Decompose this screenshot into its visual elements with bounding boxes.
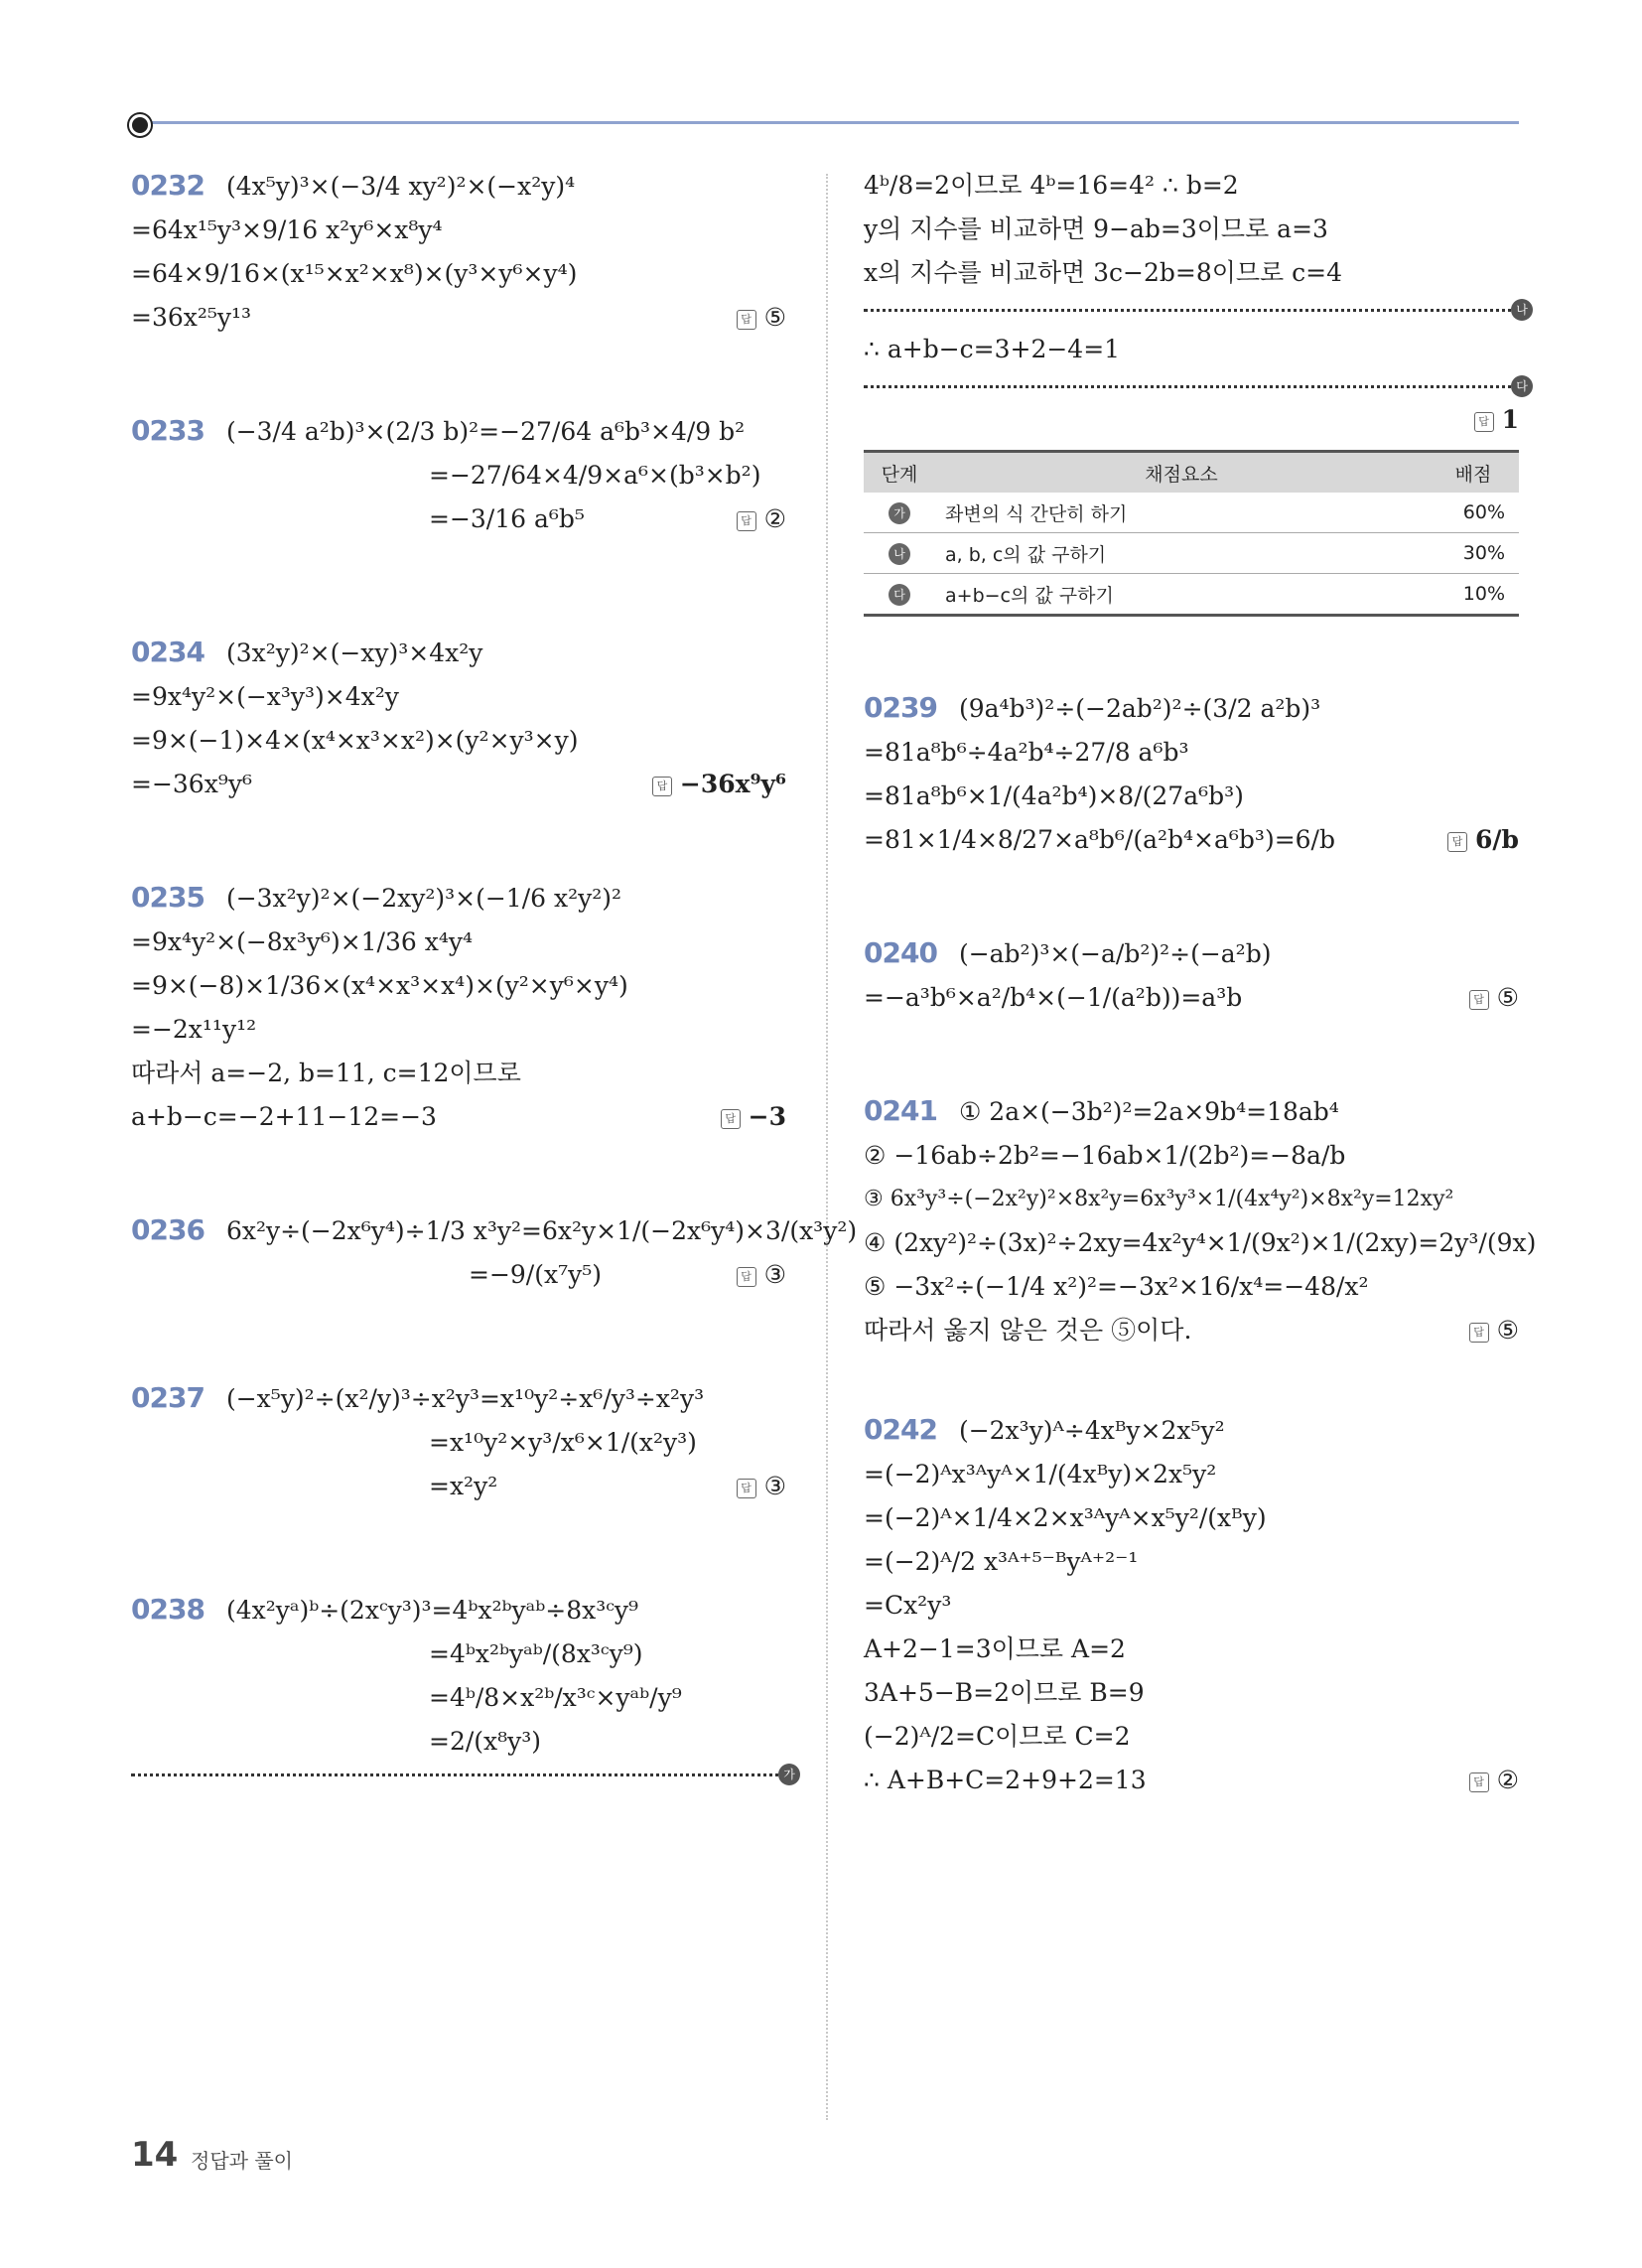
answer-value: ⑤ xyxy=(1496,1316,1519,1345)
solution-line: (3x²y)²×(−xy)³×4x²y xyxy=(225,638,483,667)
answer xyxy=(652,763,786,806)
solution-line: 4ᵇ/8=2이므로 4ᵇ=16=4² ∴ b=2 xyxy=(864,171,1239,200)
right-column xyxy=(864,164,1537,1802)
solution-line: =(−2)ᴬx³ᴬyᴬ×1/(4xᴮy)×2x⁵y² xyxy=(864,1460,1217,1488)
solution-line: =9×(−1)×4×(x⁴×x³×x²)×(y²×y³×y) xyxy=(131,726,579,755)
answer xyxy=(1447,818,1519,862)
table-cell: 60% xyxy=(1428,493,1519,533)
problem-0238-continued xyxy=(864,164,1528,617)
answer-value: −3 xyxy=(748,1102,786,1131)
solution-line: A+2−1=3이므로 A=2 xyxy=(864,1634,1126,1663)
header-rule xyxy=(139,121,1519,124)
answer xyxy=(1469,976,1519,1020)
answer-tag: 답 xyxy=(1474,412,1494,432)
answer-tag: 답 xyxy=(737,310,756,330)
problem-number: 0239 xyxy=(864,691,937,724)
solution-line: (−2)ᴬ/2=C이므로 C=2 xyxy=(864,1722,1131,1751)
problem-0236 xyxy=(131,1208,858,1297)
table-cell: 10% xyxy=(1428,574,1519,616)
solution-line: =9x⁴y²×(−x³y³)×4x²y xyxy=(131,682,399,711)
answer-tag: 답 xyxy=(1469,1323,1489,1343)
problem-number: 0232 xyxy=(131,169,205,202)
problem-0241 xyxy=(864,1089,1537,1352)
solution-line: =x²y² xyxy=(429,1472,498,1500)
step-mark: 다 xyxy=(1511,375,1533,397)
score-table xyxy=(864,450,1519,617)
table-cell: a, b, c의 값 구하기 xyxy=(935,533,1428,574)
solution-line: ② −16ab÷2b²=−16ab×1/(2b²)=−8a/b xyxy=(864,1141,1346,1170)
table-header: 채점요소 xyxy=(935,452,1428,494)
solution-line: ① 2a×(−3b²)²=2a×9b⁴=18ab⁴ xyxy=(958,1097,1339,1126)
solution-line: =9×(−8)×1/36×(x⁴×x³×x⁴)×(y²×y⁶×y⁴) xyxy=(131,971,628,1000)
table-cell: 좌변의 식 간단히 하기 xyxy=(935,493,1428,533)
solution-line: (−3/4 a²b)³×(2/3 b)²=−27/64 a⁶b³×4/9 b² xyxy=(225,417,746,446)
solution-line: 따라서 a=−2, b=11, c=12이므로 xyxy=(131,1059,521,1087)
problem-number: 0238 xyxy=(131,1593,205,1626)
solution-line: =Cx²y³ xyxy=(864,1591,952,1620)
problem-number: 0233 xyxy=(131,414,205,447)
solution-line: x의 지수를 비교하면 3c−2b=8이므로 c=4 xyxy=(864,258,1343,287)
table-cell: a+b−c의 값 구하기 xyxy=(935,574,1428,616)
solution-line: a+b−c=−2+11−12=−3 xyxy=(131,1102,437,1131)
problem-number: 0241 xyxy=(864,1094,937,1127)
solution-line: ∴ A+B+C=2+9+2=13 xyxy=(864,1766,1147,1794)
solution-line: y의 지수를 비교하면 9−ab=3이므로 a=3 xyxy=(864,214,1328,243)
problem-0239 xyxy=(864,686,1519,862)
problem-number: 0237 xyxy=(131,1381,205,1414)
solution-line: (9a⁴b³)²÷(−2ab²)²÷(3/2 a²b)³ xyxy=(958,694,1321,723)
solution-line: =−3/16 a⁶b⁵ xyxy=(429,504,585,533)
table-header: 단계 xyxy=(864,452,935,494)
table-cell: 30% xyxy=(1428,533,1519,574)
solution-line: =−a³b⁶×a²/b⁴×(−1/(a²b))=a³b xyxy=(864,983,1243,1012)
footer-section-title: 정답과 풀이 xyxy=(191,2149,293,2173)
step-separator xyxy=(131,1768,795,1781)
problem-number: 0242 xyxy=(864,1413,937,1446)
solution-line: =81a⁸b⁶÷4a²b⁴÷27/8 a⁶b³ xyxy=(864,738,1189,767)
solution-line: =81a⁸b⁶×1/(4a²b⁴)×8/(27a⁶b³) xyxy=(864,781,1244,810)
problem-0232 xyxy=(131,164,786,340)
answer-tag: 답 xyxy=(737,511,756,531)
answer xyxy=(1469,1309,1519,1352)
answer-value: 1 xyxy=(1501,405,1519,434)
answer-tag: 답 xyxy=(721,1109,741,1129)
table-header: 배점 xyxy=(1428,452,1519,494)
problem-0238 xyxy=(131,1588,795,1781)
answer xyxy=(737,497,786,541)
problem-0242 xyxy=(864,1408,1519,1802)
problem-0234 xyxy=(131,631,786,806)
answer-value: ② xyxy=(1496,1766,1519,1794)
answer-value: ③ xyxy=(763,1472,786,1500)
answer-value: −36x⁹y⁶ xyxy=(679,770,786,798)
answer-tag: 답 xyxy=(652,777,672,796)
solution-line: 6x²y÷(−2x⁶y⁴)÷1/3 x³y²=6x²y×1/(−2x⁶y⁴)×3/(x³y²) xyxy=(225,1216,858,1245)
answer xyxy=(1469,1759,1519,1802)
answer xyxy=(737,1253,786,1297)
problem-number: 0236 xyxy=(131,1213,205,1246)
answer-tag: 답 xyxy=(737,1267,756,1287)
solution-line: (4x⁵y)³×(−3/4 xy²)²×(−x²y)⁴ xyxy=(225,172,576,201)
solution-line: =81×1/4×8/27×a⁸b⁶/(a²b⁴×a⁶b³)=6/b xyxy=(864,825,1335,854)
solution-line: (−ab²)³×(−a/b²)²÷(−a²b) xyxy=(958,939,1272,968)
solution-line: ④ (2xy²)²÷(3x)²÷2xy=4x²y⁴×1/(9x²)×1/(2xy)=2y³/(9x) xyxy=(864,1228,1537,1257)
answer-tag: 답 xyxy=(1469,1772,1489,1792)
solution-line: 따라서 옳지 않은 것은 ⑤이다. xyxy=(864,1316,1192,1345)
step-mark: 나 xyxy=(1511,299,1533,321)
solution-line: (−x⁵y)²÷(x²/y)³÷x²y³=x¹⁰y²÷x⁶/y³÷x²y³ xyxy=(225,1384,705,1413)
step-mark: 다 xyxy=(889,584,910,606)
table-row xyxy=(864,533,1519,574)
column-separator xyxy=(826,174,828,2120)
page-number: 14 xyxy=(131,2135,179,2175)
answer-tag: 답 xyxy=(737,1479,756,1498)
step-mark: 가 xyxy=(778,1764,800,1785)
step-mark: 나 xyxy=(889,543,910,565)
solution-line: ③ 6x³y³÷(−2x²y)²×8x²y=6x³y³×1/(4x⁴y²)×8x²y=12xy² xyxy=(864,1187,1454,1211)
solution-line: =64x¹⁵y³×9/16 x²y⁶×x⁸y⁴ xyxy=(131,215,443,244)
answer-value: ⑤ xyxy=(763,303,786,332)
table-row xyxy=(864,574,1519,616)
solution-line: =9x⁴y²×(−8x³y⁶)×1/36 x⁴y⁴ xyxy=(131,927,473,956)
answer-value: ③ xyxy=(763,1260,786,1289)
answer-tag: 답 xyxy=(1469,990,1489,1010)
solution-line: =−9/(x⁷y⁵) xyxy=(469,1260,602,1289)
problem-0235 xyxy=(131,876,786,1139)
header-dot xyxy=(129,114,151,136)
solution-line: =64×9/16×(x¹⁵×x²×x⁸)×(y³×y⁶×y⁴) xyxy=(131,259,578,288)
answer xyxy=(737,1465,786,1508)
solution-line: =−2x¹¹y¹² xyxy=(131,1015,257,1044)
problem-0240 xyxy=(864,931,1519,1020)
answer xyxy=(1474,398,1519,442)
solution-line: =36x²⁵y¹³ xyxy=(131,303,252,332)
solution-line: (4x²yᵃ)ᵇ÷(2xᶜy³)³=4ᵇx²ᵇyᵃᵇ÷8x³ᶜy⁹ xyxy=(225,1596,639,1625)
solution-line: (−2x³y)ᴬ÷4xᴮy×2x⁵y² xyxy=(958,1416,1225,1445)
step-mark: 가 xyxy=(889,502,910,524)
problem-number: 0240 xyxy=(864,936,937,969)
problem-number: 0234 xyxy=(131,636,205,668)
answer xyxy=(721,1095,786,1139)
solution-line: =4ᵇx²ᵇyᵃᵇ/(8x³ᶜy⁹) xyxy=(429,1639,643,1668)
solution-line: =−36x⁹y⁶ xyxy=(131,770,252,798)
solution-line: =(−2)ᴬ×1/4×2×x³ᴬyᴬ×x⁵y²/(xᴮy) xyxy=(864,1503,1267,1532)
problem-0233 xyxy=(131,409,786,541)
problem-0237 xyxy=(131,1376,786,1508)
solution-line: 3A+5−B=2이므로 B=9 xyxy=(864,1678,1145,1707)
solution-line: =(−2)ᴬ/2 x³ᴬ⁺⁵⁻ᴮyᴬ⁺²⁻¹ xyxy=(864,1547,1139,1576)
solution-line: =x¹⁰y²×y³/x⁶×1/(x²y³) xyxy=(429,1428,697,1457)
answer-value: ⑤ xyxy=(1496,983,1519,1012)
solution-line: =−27/64×4/9×a⁶×(b³×b²) xyxy=(429,461,761,490)
answer-value: 6/b xyxy=(1474,825,1519,854)
answer xyxy=(737,296,786,340)
problem-number: 0235 xyxy=(131,881,205,914)
answer-tag: 답 xyxy=(1447,832,1467,852)
solution-line: (−3x²y)²×(−2xy²)³×(−1/6 x²y²)² xyxy=(225,884,622,913)
solution-line: ⑤ −3x²÷(−1/4 x²)²=−3x²×16/x⁴=−48/x² xyxy=(864,1272,1369,1301)
solution-line: =4ᵇ/8×x²ᵇ/x³ᶜ×yᵃᵇ/y⁹ xyxy=(429,1683,682,1712)
solution-line: =2/(x⁸y³) xyxy=(429,1727,542,1756)
solution-line: ∴ a+b−c=3+2−4=1 xyxy=(864,335,1121,363)
step-separator xyxy=(864,303,1528,317)
answer-value: ② xyxy=(763,504,786,533)
table-row xyxy=(864,493,1519,533)
step-separator xyxy=(864,379,1528,393)
left-column xyxy=(131,164,858,1781)
